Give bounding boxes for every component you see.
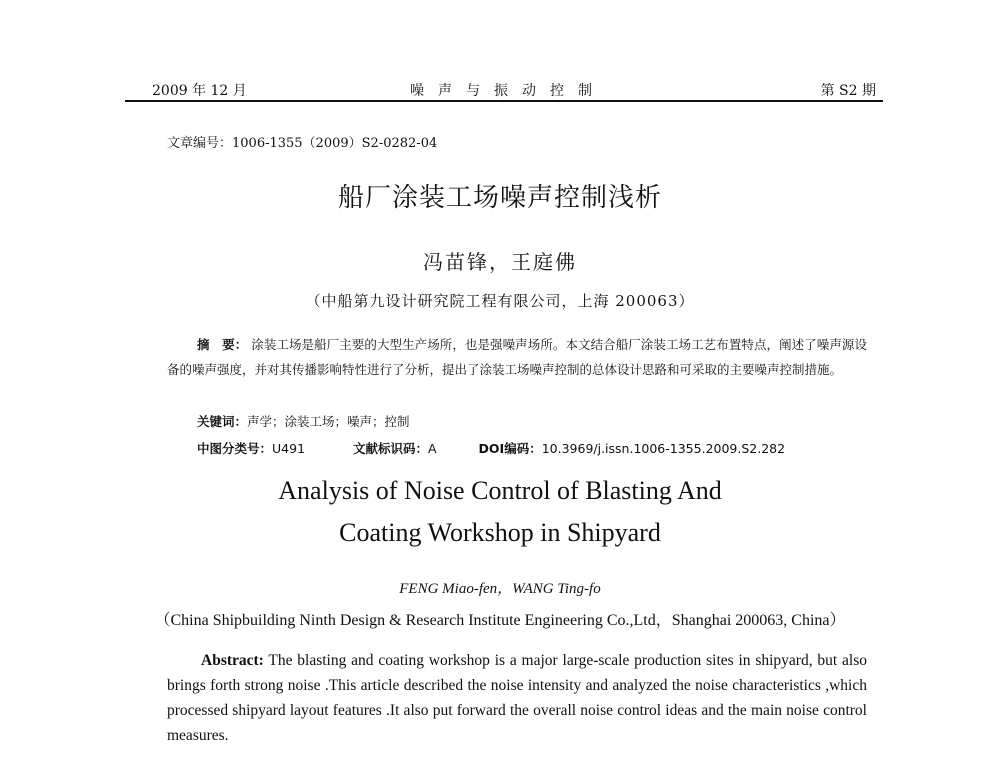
header-journal: 噪声与振动控制 <box>410 83 606 99</box>
abstract-cn <box>167 332 867 382</box>
affiliation-cn: （中船第九设计研究院工程有限公司，上海 200063） <box>305 292 695 310</box>
classification-line <box>197 439 785 457</box>
abstract-en-text: The blasting and coating workshop is a major large-scale production sites in shipyard, but also brings forth strong noise .This article described the noise intensity and analyzed the noise characteristics ,which processed shipyard layout features .It also put forward the overall noise control ideas and the main noise control measures. <box>167 652 867 744</box>
doi-label: DOI编码： <box>478 441 542 456</box>
doc-code-value: A <box>428 441 437 456</box>
clc-value: U491 <box>272 441 306 456</box>
keywords-label: 关键词： <box>197 414 248 429</box>
title-en-line1: Analysis of Noise Control of Blasting And <box>278 476 722 505</box>
abstract-cn-text: 涂装工场是船厂主要的大型生产场所，也是强噪声场所。本文结合船厂涂装工场工艺布置特点，阐述了噪声源设备的噪声强度，并对其传播影响特性进行了分析，提出了涂装工场噪声控制的总体设计思路和可采取的主要噪声控制措施。 <box>167 337 867 377</box>
header-issue: 第 S2 期 <box>820 83 876 99</box>
doi-value: 10.3969/j.issn.1006-1355.2009.S2.282 <box>541 441 786 456</box>
abstract-en-label: Abstract: <box>201 652 264 669</box>
abstract-cn-label: 摘 要： <box>197 337 248 352</box>
doc-code-label: 文献标识码： <box>353 441 429 456</box>
abstract-en <box>167 648 867 748</box>
article-number: 文章编号：1006-1355（2009）S2-0282-04 <box>167 136 438 151</box>
title-cn: 船厂涂装工场噪声控制浅析 <box>337 183 662 213</box>
keywords-text: 声学；涂装工场；噪声；控制 <box>247 414 410 429</box>
keywords <box>197 412 410 430</box>
header-rule <box>125 100 883 102</box>
authors-en: FENG Miao-fen，WANG Ting-fo <box>399 581 601 597</box>
clc-label: 中图分类号： <box>197 441 273 456</box>
title-en-line2: Coating Workshop in Shipyard <box>339 518 661 547</box>
authors-cn: 冯苗锋，王庭佛 <box>423 250 577 274</box>
affiliation-en: （China Shipbuilding Ninth Design & Research Institute Engineering Co.,Ltd，Shanghai 200063, China） <box>154 612 846 629</box>
header-date: 2009 年 12 月 <box>152 83 247 99</box>
